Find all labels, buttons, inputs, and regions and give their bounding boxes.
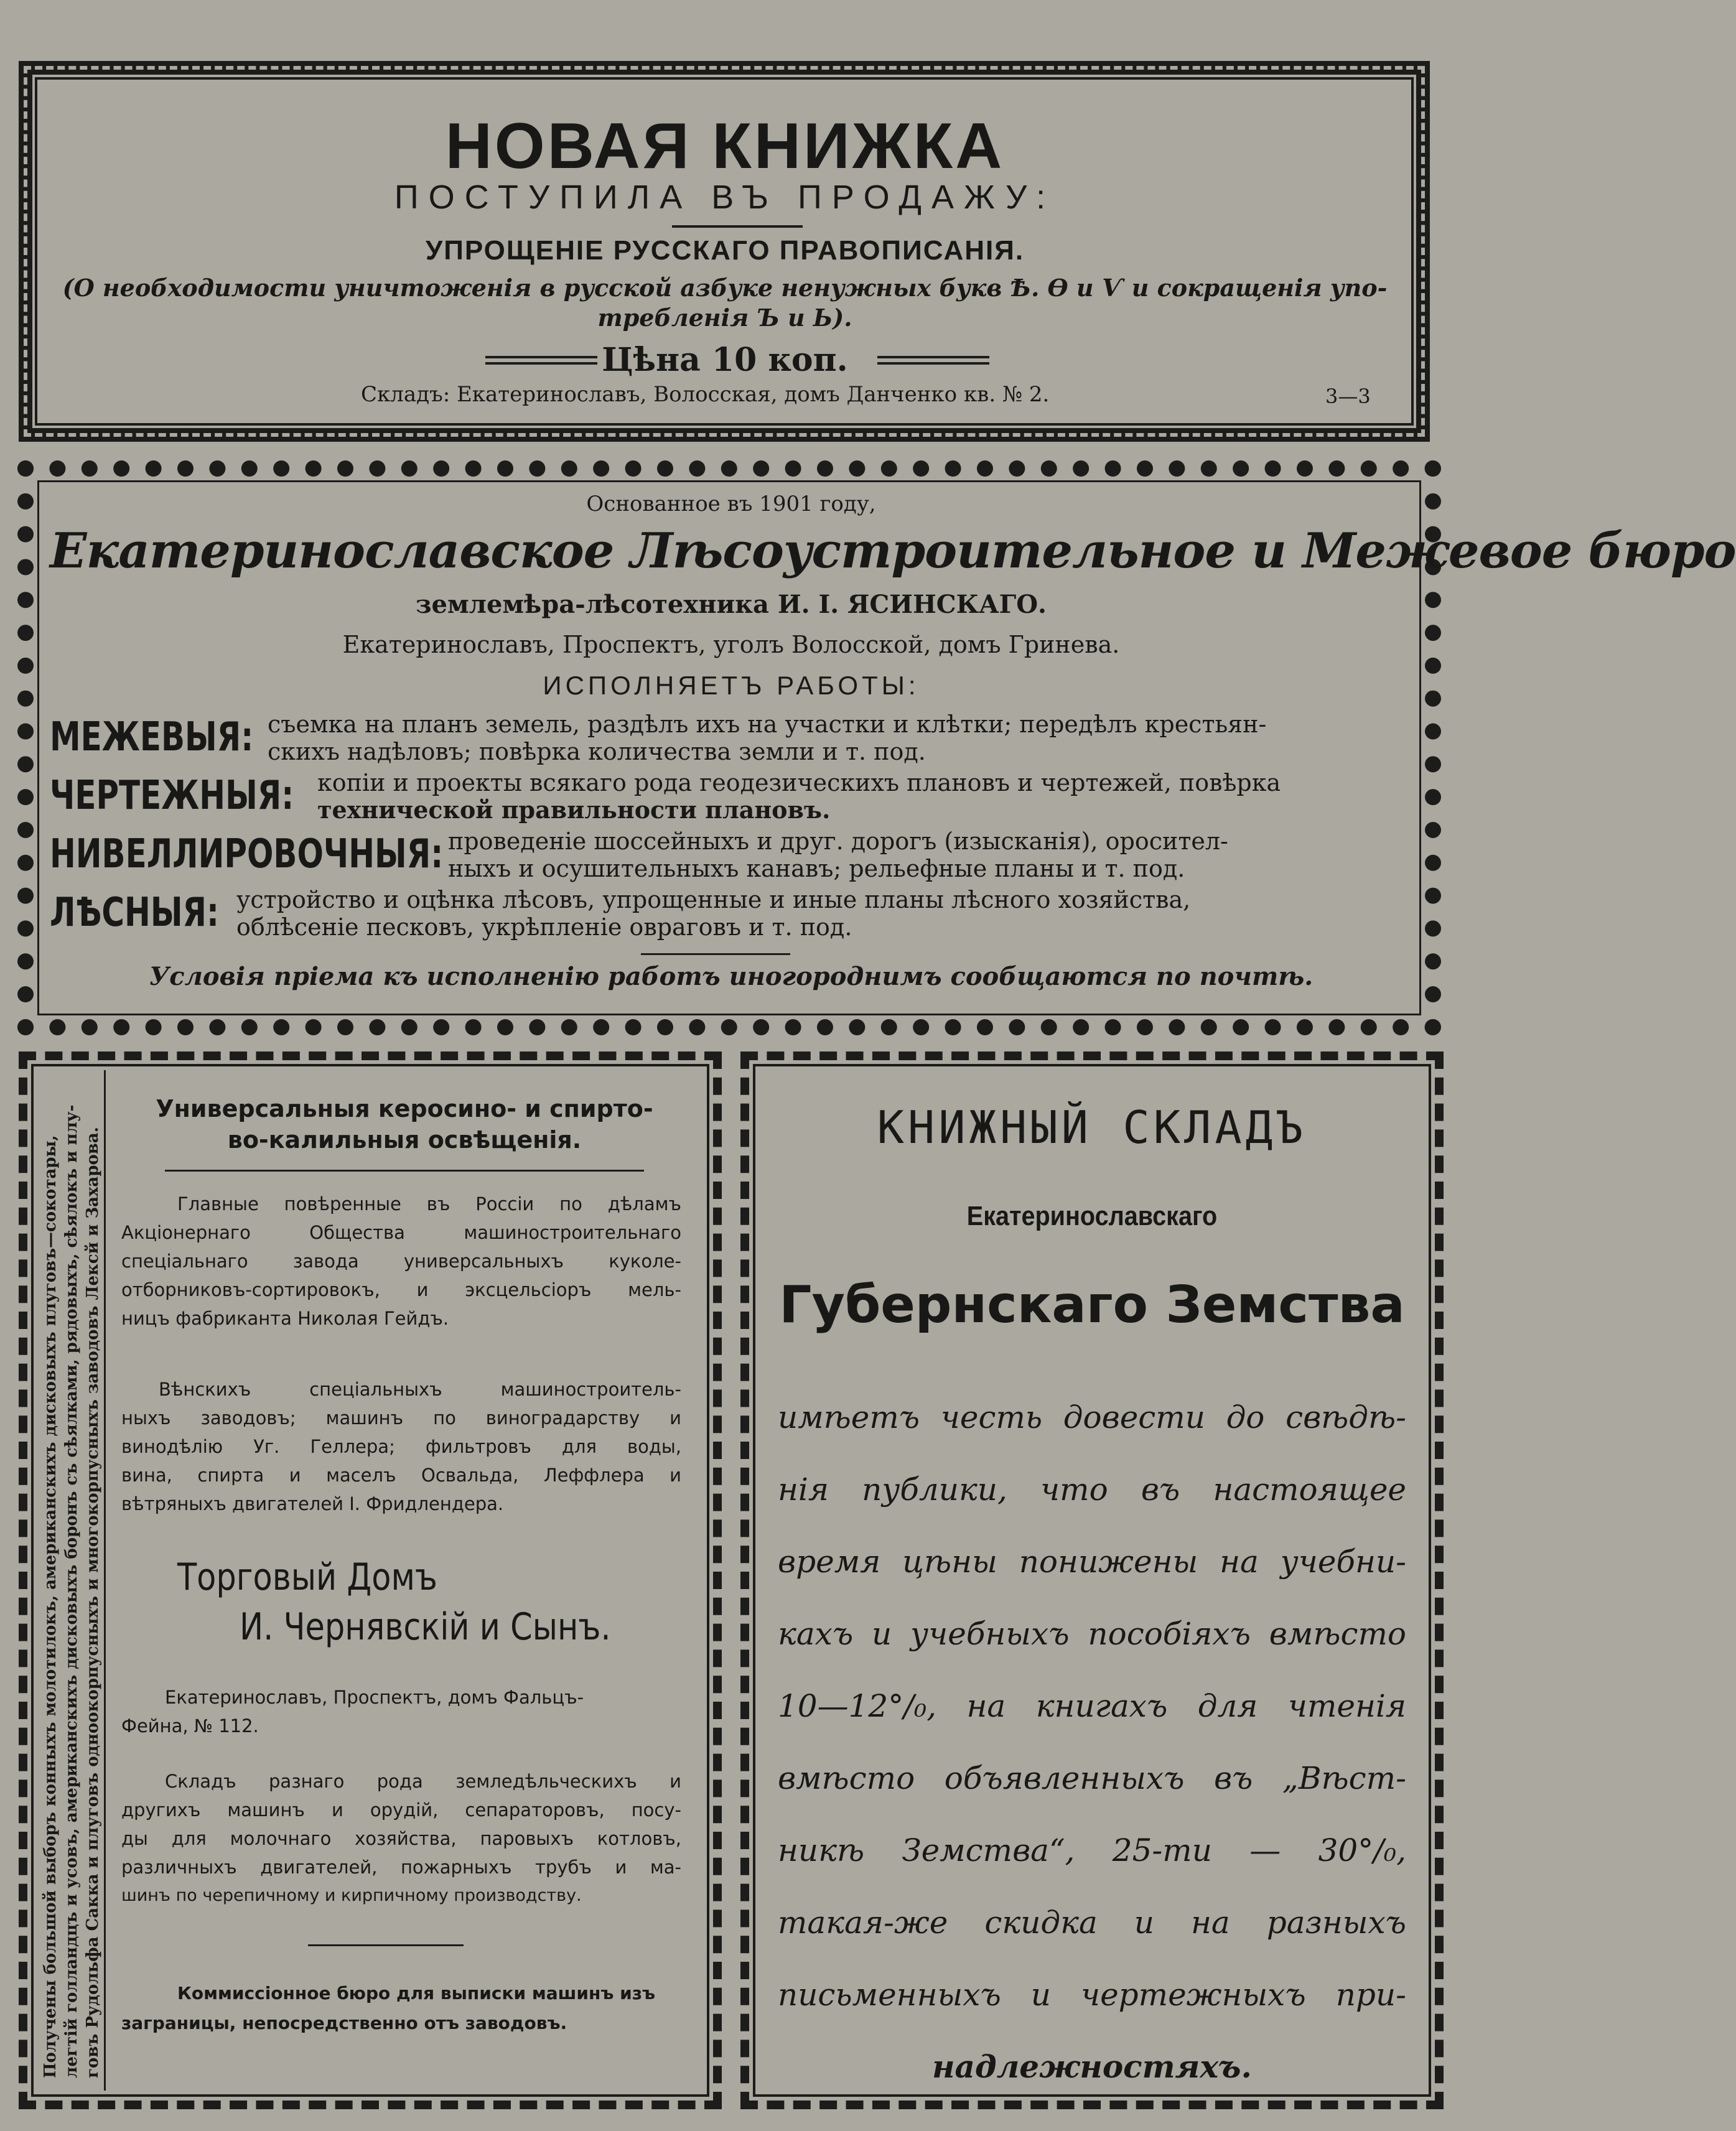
ad3-content bbox=[115, 1083, 694, 2091]
ad4-body-line: вмѣсто объявленныхъ въ „Вѣст- bbox=[778, 1760, 1406, 1796]
ad2-work-row bbox=[50, 886, 1412, 942]
ad2-work-label: МЕЖЕВЫЯ: bbox=[50, 714, 254, 760]
ad3-footer-line: заграницы, непосредственно отъ заводовъ. bbox=[121, 2013, 567, 2033]
ad3-para1-line: Главные повѣренные въ Россіи по дѣламъ bbox=[177, 1193, 681, 1215]
ad4-name: Губернскаго Земства bbox=[779, 1275, 1405, 1335]
ad3-para1-line: спеціальнаго завода универсальныхъ куколе- bbox=[121, 1251, 681, 1272]
ad3-para3-line: ды для молочнаго хозяйства, паровыхъ котловъ, bbox=[121, 1828, 681, 1849]
ad4-body-line: кахъ и учебныхъ пособіяхъ вмѣсто bbox=[778, 1616, 1406, 1652]
ad3-footer-line: Коммиссіонное бюро для выписки машинъ изъ bbox=[177, 1983, 656, 2003]
ad3-para2-line: винодѣлію Уг. Геллера; фильтровъ для воды, bbox=[121, 1436, 681, 1457]
ad4-body-line: нія публики, что въ настоящее bbox=[778, 1471, 1406, 1508]
ad4-body bbox=[778, 1381, 1406, 2103]
ad4-body-line: 10—12°/₀, на книгахъ для чтенія bbox=[778, 1688, 1406, 1724]
ad3-address bbox=[121, 1683, 681, 1740]
ad2-work-line2: облѣсеніе песковъ, укрѣпленіе овраговъ и т. под. bbox=[236, 913, 852, 941]
ad2-divider bbox=[641, 953, 790, 955]
ad3-side-text-line2: легтій голландцъ и усовъ, американскихъ дисковыхъ боронъ съ сѣялками, рядовыхъ, сѣялокъ и плу- bbox=[62, 1104, 81, 2078]
ad2-address: Екатеринославъ, Проспектъ, уголъ Волосской, домъ Гринева. bbox=[342, 631, 1120, 658]
ad2-works-heading: ИСПОЛНЯЕТЪ РАБОТЫ: bbox=[543, 671, 920, 700]
ad2-work-label: НИВЕЛЛИРОВОЧНЫЯ: bbox=[50, 831, 444, 877]
ad2-work-line1: съемка на планъ земель, раздѣлъ ихъ на участки и клѣтки; передѣлъ крестьян- bbox=[268, 711, 1267, 738]
ad3-para3-line: шинъ по черепичному и кирпичному производству. bbox=[121, 1886, 582, 1905]
ad2-name: Екатеринославское Лѣсоустроительное и Межевое бюро bbox=[50, 523, 1736, 579]
ad3-side-column bbox=[37, 1070, 106, 2091]
ad3-para3 bbox=[121, 1767, 681, 1910]
ad3-heading-line2: во-калильныя освѣщенія. bbox=[227, 1126, 582, 1154]
ad2-work-line1: устройство и оцѣнка лѣсовъ, упрощенные и иные планы лѣсного хозяйства, bbox=[236, 886, 1191, 913]
ad2-work-row bbox=[50, 769, 1412, 825]
ad1-subheadline: ПОСТУПИЛА ВЪ ПРОДАЖУ: bbox=[394, 179, 1056, 216]
ad2-footer: Условія пріема къ исполненію работъ иногороднимъ сообщаются по почтѣ. bbox=[149, 962, 1314, 991]
ad2-work-line1: проведеніе шоссейныхъ и друг. дорогъ (изысканія), оросител- bbox=[448, 828, 1228, 855]
ad3-rule bbox=[165, 1170, 644, 1172]
ad1-price: Цѣна 10 коп. bbox=[602, 341, 848, 379]
ad4-body-line: имѣетъ честь довести до свѣдѣ- bbox=[778, 1399, 1406, 1435]
ad3-side-text-line1: Получены большой выборъ конныхъ молотилокъ, американскихъ дисковыхъ плуговъ—сокотары, bbox=[41, 1135, 60, 2078]
ad4-body-line: письменныхъ и чертежныхъ при- bbox=[778, 1977, 1406, 2013]
ad2-work-line2: технической правильности плановъ. bbox=[317, 796, 831, 824]
ad2-owner: землемѣра-лѣсотехника И. І. ЯСИНСКАГО. bbox=[416, 590, 1047, 619]
ad3-footer bbox=[121, 1979, 681, 2038]
ad3-para2-line: ныхъ заводовъ; машинъ по виноградарству и bbox=[121, 1407, 681, 1429]
ad3-address-line: Екатеринославъ, Проспектъ, домъ Фальцъ- bbox=[165, 1687, 584, 1708]
ad3-address-line: Фейна, № 112. bbox=[121, 1715, 259, 1737]
ad2-work-line1: копіи и проекты всякаго рода геодезическихъ плановъ и чертежей, повѣрка bbox=[317, 769, 1281, 796]
ad3-para1-line: отборниковъ-сортировокъ, и эксцельсіоръ мель- bbox=[121, 1279, 681, 1300]
ad2-content bbox=[50, 485, 1736, 1020]
ad3-para3-line: различныхъ двигателей, пожарныхъ трубъ и ма- bbox=[121, 1857, 681, 1878]
ad3-para1-line: Акціонернаго Общества машиностроительнаго bbox=[121, 1222, 681, 1243]
ad1-headline: НОВАЯ КНИЖКА bbox=[445, 110, 1005, 182]
ad2-work-line2: скихъ надѣловъ; повѣрка количества земли и т. под. bbox=[268, 738, 926, 765]
ad3-para2-line: вѣтряныхъ двигателей І. Фридлендера. bbox=[121, 1493, 504, 1514]
ad4-body-line: надлежностяхъ. bbox=[932, 2048, 1252, 2085]
ad4-subtitle: Екатеринославскаго bbox=[966, 1201, 1218, 1231]
ad1-price-rule-right bbox=[877, 356, 989, 365]
ad3-para1-line: ницъ фабриканта Николая Гейдъ. bbox=[121, 1308, 449, 1329]
ad4-body-line: время цѣны понижены на учебни- bbox=[778, 1544, 1406, 1580]
ad3-para2 bbox=[121, 1375, 681, 1518]
ad1-content bbox=[50, 87, 1400, 423]
ad3-para3-line: Складъ разнаго рода земледѣльческихъ и bbox=[165, 1771, 681, 1792]
ad1-warehouse: Складъ: Екатеринославъ, Волосская, домъ Данченко кв. № 2. bbox=[361, 382, 1050, 407]
ad3-firm-line2: И. Чернявскій и Сынъ. bbox=[240, 1605, 611, 1649]
ad2-work-label: ЧЕРТЕЖНЫЯ: bbox=[50, 773, 294, 819]
ad3-firm-line1: Торговый Домъ bbox=[177, 1555, 437, 1599]
ad2-work-line2: ныхъ и осушительныхъ канавъ; рельефные планы и т. под. bbox=[448, 855, 1185, 882]
ad3-para3-line: другихъ машинъ и орудій, сепараторовъ, посу- bbox=[121, 1799, 681, 1821]
ad3-para2-line: вина, спирта и маселъ Освальда, Леффлера и bbox=[121, 1465, 681, 1486]
ad4-body-line: такая-же скидка и на разныхъ bbox=[778, 1905, 1406, 1941]
ad2-work-row bbox=[50, 711, 1412, 767]
ad1-series: 3—3 bbox=[1325, 385, 1371, 408]
ad4-title: КНИЖНЫЙ СКЛАДЪ bbox=[877, 1101, 1307, 1154]
ad1-description-line2: требленія Ъ и Ь). bbox=[597, 304, 852, 332]
ad1-description-line1: (О необходимости уничтоженія в русской азбуке ненужных букв Ѣ. Ѳ и Ѵ и сокращенія упо- bbox=[62, 274, 1388, 302]
ad3-side-text-line3: говъ Рудольфа Сакка и плуговъ одноокорпусныхъ и многокорпусныхъ заводовъ Лексй и Захарова. bbox=[83, 1127, 102, 2078]
ad1-title: УПРОЩЕНІЕ РУССКАГО ПРАВОПИСАНІЯ. bbox=[425, 235, 1025, 266]
ad4-content bbox=[765, 1076, 1419, 2091]
ad1-divider bbox=[672, 225, 803, 228]
ad4-body-line: никѣ Земства“, 25-ти — 30°/₀, bbox=[778, 1832, 1406, 1868]
ad2-founded: Основанное въ 1901 году, bbox=[586, 492, 876, 516]
ad3-heading-line1: Универсальныя керосино- и спирто- bbox=[156, 1095, 653, 1122]
ad3-rule2 bbox=[308, 1944, 464, 1946]
ad2-work-label: ЛѢСНЫЯ: bbox=[50, 890, 219, 936]
ad2-work-row bbox=[50, 828, 1412, 884]
ad3-para2-line: Вѣнскихъ спеціальныхъ машиностроитель- bbox=[159, 1379, 681, 1400]
ad3-para1 bbox=[121, 1190, 681, 1333]
